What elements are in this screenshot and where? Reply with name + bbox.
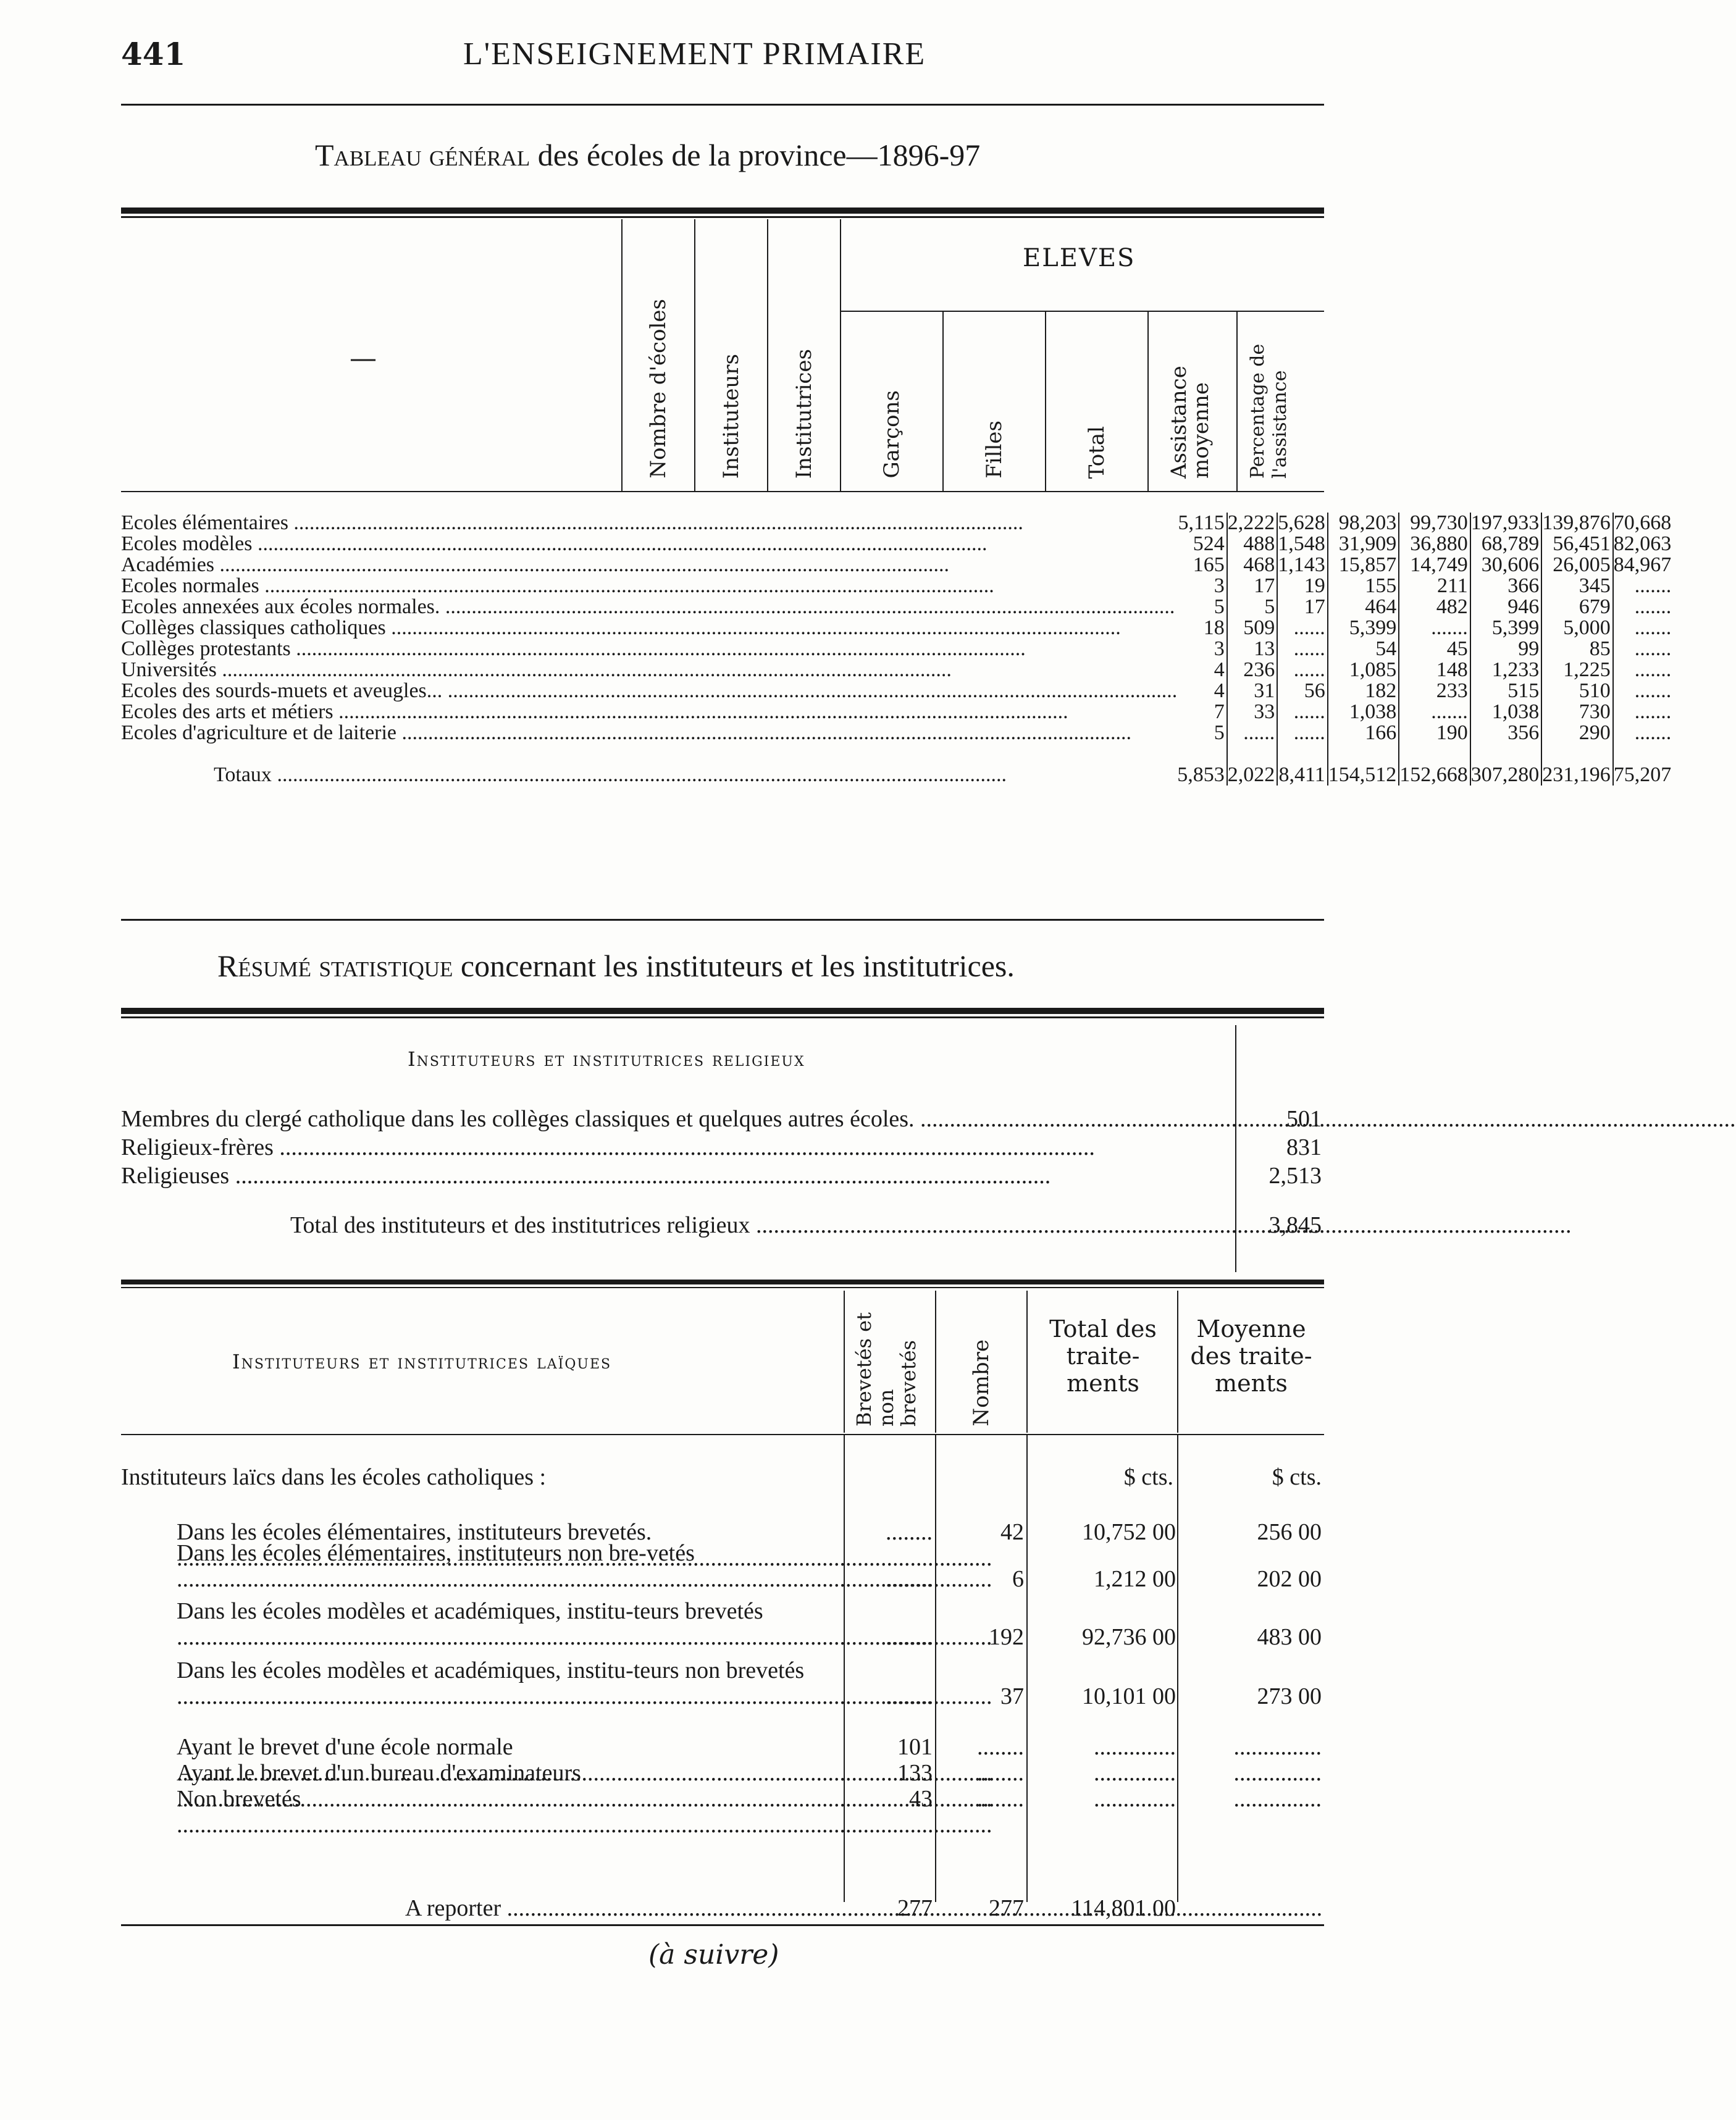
- table1-cell: 82,063: [1613, 532, 1672, 555]
- table1-cell: 7: [1177, 702, 1227, 723]
- col-header-instituteurs: Instituteurs: [719, 353, 744, 479]
- table3-header: [121, 1291, 1324, 1433]
- table1-header-rule: [121, 491, 1324, 492]
- table1-cell: 679: [1541, 597, 1613, 618]
- table1-title: [315, 137, 980, 173]
- table3-nombre: 192: [989, 1624, 1024, 1650]
- table1-cell: ......: [1227, 723, 1278, 744]
- table2-row-label: Religieuses: [121, 1163, 230, 1189]
- table1-cell: 468: [1227, 555, 1278, 576]
- table1-cell: 1,085: [1328, 660, 1399, 681]
- table1-cell: 3: [1177, 576, 1227, 597]
- col-header-filles: Filles: [982, 421, 1007, 479]
- table3-row-label: Dans les écoles modèles et académiques, institu-teurs brevetés: [177, 1598, 763, 1624]
- row-label: Ecoles des sourds-muets et aveugles...: [121, 679, 443, 702]
- table1-cell: 5,628: [1277, 513, 1328, 534]
- table1-row: [121, 639, 1671, 660]
- table1-cell: 56: [1277, 681, 1328, 702]
- total-cell: 154,512: [1328, 765, 1399, 786]
- table1-group-header: ELEVES: [1023, 244, 1136, 272]
- table1-row: [121, 660, 1671, 681]
- table1-cell: 482: [1399, 597, 1470, 618]
- table3-row-label: Non brevetés: [177, 1786, 301, 1812]
- table3-total: 10,752 00: [1082, 1519, 1176, 1545]
- table2-row-label: Membres du clergé catholique dans les collèges classiques et quelques autres écoles.: [121, 1106, 915, 1132]
- table1-cell: 98,203: [1328, 513, 1399, 534]
- table1-cell: 5,399: [1470, 618, 1542, 639]
- table3-header-rule: [121, 1434, 1324, 1435]
- table1-cell: 1,548: [1277, 534, 1328, 555]
- table1-cell: .......: [1634, 658, 1672, 681]
- table3-row-label: Dans les écoles élémentaires, instituteurs brevetés.: [177, 1519, 652, 1545]
- table1-total-label: Totaux: [214, 763, 272, 786]
- table1-cell: 13: [1227, 639, 1278, 660]
- table1-cell: 166: [1328, 723, 1399, 744]
- table1-cell: 68,789: [1470, 534, 1542, 555]
- table1-cell: 233: [1399, 681, 1470, 702]
- table1-cell: 148: [1399, 660, 1470, 681]
- table1-cell: 1,143: [1277, 555, 1328, 576]
- table2-section-title: Instituteurs et institutrices religieux: [408, 1047, 805, 1071]
- col-header-brevetes: Brevetés et non brevetés: [852, 1312, 920, 1427]
- table1-stub-header: —: [350, 343, 377, 374]
- row-label: Ecoles annexées aux écoles normales.: [121, 595, 440, 618]
- table1-cell: 182: [1328, 681, 1399, 702]
- row-label: Ecoles modèles: [121, 532, 253, 555]
- table3-carry-label: A reporter: [405, 1895, 501, 1921]
- table1-cell: 18: [1177, 618, 1227, 639]
- table1-row: [121, 534, 1671, 555]
- table1-cell: 211: [1399, 576, 1470, 597]
- page-number: 441: [121, 36, 186, 72]
- table3-moyenne: ...............: [1233, 1734, 1322, 1760]
- table1-cell: 165: [1177, 555, 1227, 576]
- table1-body: [121, 513, 1671, 786]
- table1-cell: ......: [1277, 702, 1328, 723]
- table1-total-row: [121, 765, 1671, 786]
- table3-unit-total: $ cts.: [1123, 1464, 1173, 1490]
- table3-moyenne: 256 00: [1257, 1519, 1322, 1545]
- table3-total: 1,212 00: [1094, 1566, 1176, 1592]
- table1-cell: .......: [1634, 616, 1672, 639]
- table1-cell: 36,880: [1399, 534, 1470, 555]
- table1-cell: 524: [1177, 534, 1227, 555]
- table1-cell: .......: [1399, 702, 1470, 723]
- table1-cell: 33: [1227, 702, 1278, 723]
- table1-header: [121, 219, 1324, 491]
- table3-nombre: 42: [1000, 1519, 1024, 1545]
- table3-unit-avg: $ cts.: [1272, 1464, 1322, 1490]
- table3-total: ..............: [1094, 1734, 1176, 1760]
- table1-cell: 1,038: [1328, 702, 1399, 723]
- table1-cell: 14,749: [1399, 555, 1470, 576]
- col-header-total-traitements: Total des traite-ments: [1049, 1315, 1157, 1397]
- table1-row: [121, 576, 1671, 597]
- table3-row-label: Dans les écoles modèles et académiques, institu-teurs non brevetés: [177, 1657, 805, 1683]
- total-cell: 307,280: [1470, 765, 1542, 786]
- table1-cell: 31,909: [1328, 534, 1399, 555]
- table1-cell: 85: [1541, 639, 1613, 660]
- table3-brev: 43: [909, 1786, 933, 1812]
- table1-cell: ......: [1277, 618, 1328, 639]
- row-label: Académies: [121, 553, 215, 576]
- table1-bottom-rule: [121, 919, 1324, 921]
- col-header-assistance: Assistance moyenne: [1167, 366, 1214, 479]
- table2-row: [121, 1105, 1324, 1134]
- table1-row: [121, 597, 1671, 618]
- table1-cell: 509: [1227, 618, 1278, 639]
- table1-cell: 1,233: [1470, 660, 1542, 681]
- row-label: Ecoles des arts et métiers: [121, 700, 333, 723]
- table1-cell: 190: [1399, 723, 1470, 744]
- table1-cell: 2,222: [1227, 513, 1278, 534]
- table3-total: ..............: [1094, 1786, 1176, 1812]
- row-label: Ecoles élémentaires: [121, 511, 288, 534]
- table2-row-value: 501: [1286, 1106, 1322, 1132]
- table1-cell: 3: [1177, 639, 1227, 660]
- table1-row: [121, 723, 1671, 744]
- table2-rows: [121, 1105, 1324, 1191]
- table1-cell: ......: [1277, 639, 1328, 660]
- header-rule: [121, 104, 1324, 106]
- table3-brev: ........: [886, 1683, 933, 1709]
- table3-nombre: ........: [977, 1734, 1024, 1760]
- table2-bottom-thin-rule: [121, 1287, 1324, 1288]
- table3-moyenne: 202 00: [1257, 1566, 1322, 1592]
- total-cell: 75,207: [1613, 763, 1672, 786]
- table1-cell: 31: [1227, 681, 1278, 702]
- table1-cell: 5,115: [1177, 513, 1227, 534]
- table3-moyenne: 273 00: [1257, 1683, 1322, 1709]
- table1-cell: 4: [1177, 660, 1227, 681]
- table1-cell: 356: [1470, 723, 1542, 744]
- table1-cell: 1,225: [1541, 660, 1613, 681]
- row-label: Ecoles normales: [121, 574, 259, 597]
- col-header-nombre3: Nombre: [969, 1339, 994, 1427]
- table1-row: [121, 513, 1671, 534]
- table1-cell: ......: [1277, 723, 1328, 744]
- table3-group-label: Instituteurs laïcs dans les écoles catholiques :: [121, 1464, 547, 1490]
- table2-title-smallcaps: Résumé statistique: [217, 949, 453, 983]
- table1-cell: 197,933: [1470, 513, 1542, 534]
- table1-cell: 70,668: [1613, 511, 1672, 534]
- table3-nombre: 37: [1000, 1683, 1024, 1709]
- table1-cell: 5,000: [1541, 618, 1613, 639]
- col-header-nombre: Nombre d'écoles: [646, 299, 671, 479]
- table1-cell: .......: [1634, 574, 1672, 597]
- table2-total-label: Total des instituteurs et des institutrices religieux: [290, 1212, 750, 1238]
- table1-cell: .......: [1634, 700, 1672, 723]
- table1-cell: 946: [1470, 597, 1542, 618]
- table1-cell: 54: [1328, 639, 1399, 660]
- table2-row-label: Religieux-frères: [121, 1134, 274, 1160]
- table3-nombre: ........: [977, 1760, 1024, 1786]
- table1-cell: 515: [1470, 681, 1542, 702]
- table3-bottom-rule: [121, 1924, 1324, 1926]
- table3-row-label: Ayant le brevet d'une école normale: [177, 1734, 513, 1760]
- table1-cell: 236: [1227, 660, 1278, 681]
- col-header-garcons: Garçons: [879, 390, 904, 479]
- table1-cell: 488: [1227, 534, 1278, 555]
- table1-cell: .......: [1634, 721, 1672, 744]
- col-header-percentage: Percentage de l'assistance: [1247, 343, 1291, 479]
- table2-total-label-wrap: [290, 1212, 1233, 1239]
- table1-cell: 45: [1399, 639, 1470, 660]
- table3-brev: 133: [897, 1760, 933, 1786]
- table3-nombre: ........: [977, 1786, 1024, 1812]
- table3-brev: 101: [897, 1734, 933, 1760]
- table3-carry-nombre: 277: [989, 1895, 1024, 1921]
- table1-cell: 5: [1177, 723, 1227, 744]
- table1-cell: 139,876: [1541, 513, 1613, 534]
- table1-cell: 17: [1227, 576, 1278, 597]
- table2-top-thin-rule: [121, 1016, 1324, 1018]
- total-cell: 2,022: [1227, 765, 1278, 786]
- table1-cell: 56,451: [1541, 534, 1613, 555]
- table1-cell: 4: [1177, 681, 1227, 702]
- table1-cell: .......: [1634, 637, 1672, 660]
- table3-brev: ........: [886, 1624, 933, 1650]
- row-label: Universités: [121, 658, 217, 681]
- continued-note: (à suivre): [648, 1939, 779, 1971]
- table3-total: 10,101 00: [1082, 1683, 1176, 1709]
- table1-cell: 30,606: [1470, 555, 1542, 576]
- table1-cell: 5: [1227, 597, 1278, 618]
- total-cell: 152,668: [1399, 765, 1470, 786]
- table1-cell: 99,730: [1399, 513, 1470, 534]
- table1-cell: ......: [1277, 660, 1328, 681]
- total-cell: 5,853: [1177, 765, 1227, 786]
- total-cell: 231,196: [1541, 765, 1613, 786]
- table1-top-thick-rule: [121, 207, 1324, 214]
- table1-cell: 730: [1541, 702, 1613, 723]
- row-label: Collèges protestants: [121, 637, 291, 660]
- table3-row-label: Ayant le brevet d'un bureau d'examinateurs: [177, 1760, 581, 1786]
- table1-cell: 464: [1328, 597, 1399, 618]
- table1-cell: .......: [1399, 618, 1470, 639]
- table1-cell: 84,967: [1613, 553, 1672, 576]
- table1-cell: 290: [1541, 723, 1613, 744]
- table3-total: 92,736 00: [1082, 1624, 1176, 1650]
- table1-cell: 345: [1541, 576, 1613, 597]
- table3-nombre: 6: [1012, 1566, 1024, 1592]
- table1-row: [121, 702, 1671, 723]
- table2-row-value: 831: [1286, 1134, 1322, 1160]
- table2-row: [121, 1162, 1324, 1191]
- table1-title-smallcaps: Tableau général: [315, 138, 530, 172]
- table1-cell: 26,005: [1541, 555, 1613, 576]
- running-title: L'ENSEIGNEMENT PRIMAIRE: [463, 36, 926, 72]
- table1-cell: 366: [1470, 576, 1542, 597]
- table3-carry-brev: 277: [897, 1895, 933, 1921]
- table2-title: [217, 948, 1015, 984]
- table1-cell: 5: [1177, 597, 1227, 618]
- total-cell: 8,411: [1277, 765, 1328, 786]
- table1-cell: 510: [1541, 681, 1613, 702]
- table3-brev: ........: [886, 1519, 933, 1545]
- table1-cell: 19: [1277, 576, 1328, 597]
- table1-cell: .......: [1634, 679, 1672, 702]
- table1-title-rest: des écoles de la province—1896-97: [530, 138, 981, 172]
- table3-section-title: Instituteurs et institutrices laïques: [232, 1350, 612, 1373]
- row-label: Ecoles d'agriculture et de laiterie: [121, 721, 397, 744]
- table3-total: ..............: [1094, 1760, 1176, 1786]
- table3-carry-total: 114,801 00: [1071, 1895, 1176, 1921]
- table1-top-thin-rule: [121, 216, 1324, 218]
- table3-moyenne: ...............: [1233, 1786, 1322, 1812]
- table1-cell: 99: [1470, 639, 1542, 660]
- table1-cell: 155: [1328, 576, 1399, 597]
- table2-bottom-thick-rule: [121, 1280, 1324, 1284]
- row-label: Collèges classiques catholiques: [121, 616, 386, 639]
- table1-row: [121, 555, 1671, 576]
- table1-row: [121, 618, 1671, 639]
- col-header-total: Total: [1084, 425, 1109, 479]
- col-header-moyenne-traitements: Moyenne des traite-ments: [1190, 1315, 1312, 1397]
- table2-top-thick-rule: [121, 1008, 1324, 1014]
- table2-row: [121, 1134, 1324, 1162]
- table2-title-rest: concernant les instituteurs et les institutrices.: [453, 949, 1015, 983]
- col-header-institutrices: Institutrices: [792, 348, 816, 479]
- table3-row-label: Dans les écoles élémentaires, instituteurs non bre-vetés: [177, 1540, 695, 1566]
- table3-moyenne: 483 00: [1257, 1624, 1322, 1650]
- table3-moyenne: ...............: [1233, 1760, 1322, 1786]
- table1-cell: 1,038: [1470, 702, 1542, 723]
- table3-brev: ........: [886, 1566, 933, 1592]
- table1-cell: 17: [1277, 597, 1328, 618]
- table2-row-value: 2,513: [1268, 1163, 1322, 1189]
- table1-cell: .......: [1634, 595, 1672, 618]
- table1-cell: 15,857: [1328, 555, 1399, 576]
- table1-cell: 5,399: [1328, 618, 1399, 639]
- table2-total-value: 3,845: [1268, 1212, 1322, 1238]
- table1-row: [121, 681, 1671, 702]
